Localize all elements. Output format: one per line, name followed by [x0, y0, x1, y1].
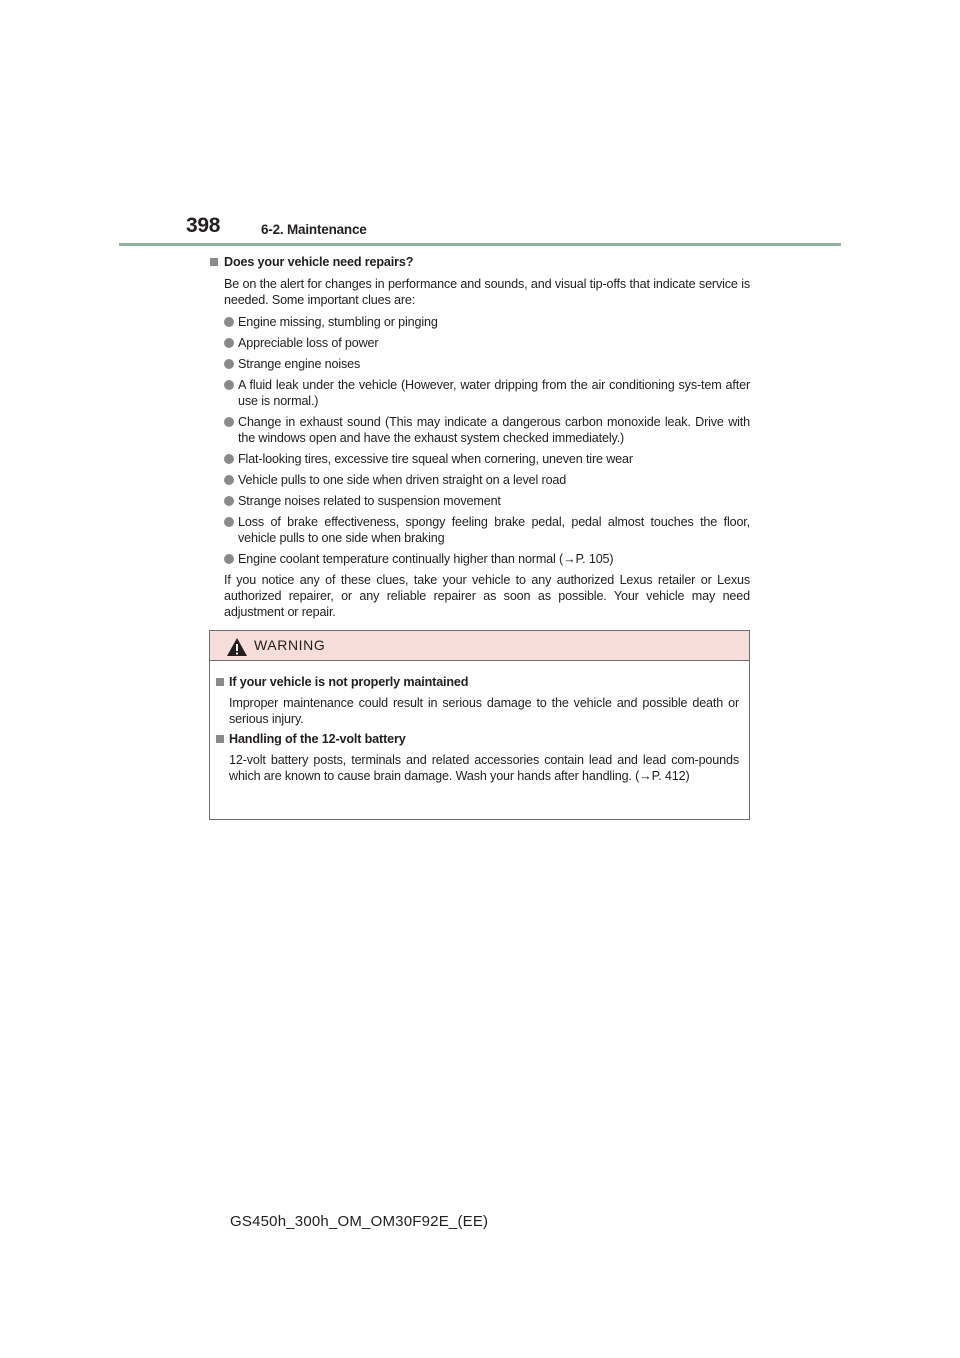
warning-text-battery: 12-volt battery posts, terminals and related accessories contain lead and lead com-pounds which are known to cause brain damage. Wash your hands after handling. (→P. 412)	[229, 753, 739, 783]
list-item	[210, 356, 750, 372]
square-bullet-icon	[216, 678, 224, 686]
round-bullet-icon	[224, 380, 234, 390]
warning-box	[209, 630, 750, 820]
list-item	[210, 493, 750, 509]
list-item-text: Loss of brake effectiveness, spongy feeling brake pedal, pedal almost touches the floor, vehicle pulls to one side when braking	[238, 515, 750, 545]
list-item	[210, 514, 750, 546]
list-item	[210, 335, 750, 351]
list-item	[210, 451, 750, 467]
list-item-text: Engine missing, stumbling or pinging	[238, 315, 438, 329]
list-item-text: Engine coolant temperature continually higher than normal (→P. 105)	[238, 552, 614, 566]
warning-triangle-icon	[226, 637, 248, 657]
main-content	[210, 254, 750, 620]
round-bullet-icon	[224, 554, 234, 564]
repairs-intro: Be on the alert for changes in performance and sounds, and visual tip-offs that indicate service is needed. Some important clues are:	[224, 277, 750, 307]
page-number: 398	[186, 214, 221, 237]
repairs-heading-text: Does your vehicle need repairs?	[224, 255, 414, 269]
round-bullet-icon	[224, 338, 234, 348]
footer-code: GS450h_300h_OM_OM30F92E_(EE)	[230, 1213, 489, 1230]
round-bullet-icon	[224, 475, 234, 485]
warning-heading-maintenance	[216, 674, 739, 690]
list-item-text: Strange noises related to suspension movement	[238, 494, 501, 508]
list-item-text: Vehicle pulls to one side when driven straight on a level road	[238, 473, 567, 487]
list-item	[210, 377, 750, 409]
square-bullet-icon	[216, 735, 224, 743]
round-bullet-icon	[224, 454, 234, 464]
round-bullet-icon	[224, 359, 234, 369]
warning-heading-battery	[216, 731, 739, 747]
warning-heading-text: Handling of the 12-volt battery	[229, 732, 406, 746]
repairs-closing: If you notice any of these clues, take your vehicle to any authorized Lexus retailer or Lexus authorized repairer, or any reliable repairer as soon as possible. Your vehicle may need adjustment or repair.	[224, 573, 750, 619]
section-title: 6-2. Maintenance	[261, 222, 367, 237]
warning-heading-text: If your vehicle is not properly maintained	[229, 675, 469, 689]
header-rule	[119, 243, 841, 246]
repairs-heading	[210, 254, 750, 270]
warning-body	[210, 661, 749, 784]
list-item-text: Change in exhaust sound (This may indicate a dangerous carbon monoxide leak. Drive with the windows open and have the exhaust system checked immediately.)	[238, 415, 750, 445]
warning-label: WARNING	[254, 637, 326, 653]
warning-header	[210, 631, 749, 661]
list-item	[210, 472, 750, 488]
list-item	[210, 414, 750, 446]
list-item-text: Appreciable loss of power	[238, 336, 379, 350]
round-bullet-icon	[224, 517, 234, 527]
list-item	[210, 551, 750, 567]
list-item-text: Flat-looking tires, excessive tire squeal when cornering, uneven tire wear	[238, 452, 633, 466]
round-bullet-icon	[224, 417, 234, 427]
list-item-text: Strange engine noises	[238, 357, 361, 371]
square-bullet-icon	[210, 258, 218, 266]
clues-list	[210, 314, 750, 567]
list-item-text: A fluid leak under the vehicle (However, water dripping from the air conditioning sys-tem after use is normal.)	[238, 378, 750, 408]
warning-text-maintenance: Improper maintenance could result in serious damage to the vehicle and possible death or serious injury.	[229, 696, 739, 726]
round-bullet-icon	[224, 496, 234, 506]
round-bullet-icon	[224, 317, 234, 327]
list-item	[210, 314, 750, 330]
